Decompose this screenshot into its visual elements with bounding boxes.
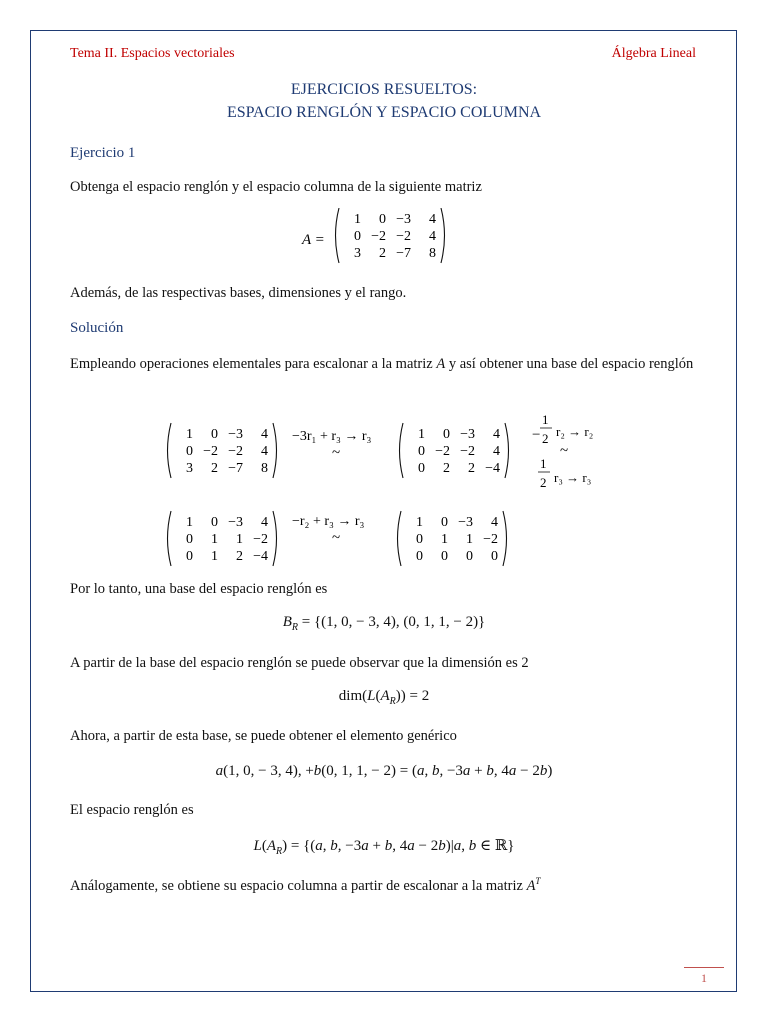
step3-operation: −r₂ + r₃ → r₃: [292, 514, 365, 529]
matrix-entry: 1: [211, 549, 218, 564]
matrix-entry: 4: [261, 515, 268, 530]
matrix-entry: 0: [186, 444, 193, 459]
matrix-entry: −7: [228, 461, 243, 476]
matrix-entry: 4: [493, 444, 500, 459]
matrix-entry: −4: [253, 549, 268, 564]
matrix-entry: 8: [429, 246, 436, 261]
matrix-entry: 2: [211, 461, 218, 476]
matrix-entry: 0: [416, 532, 423, 547]
frac-a-num: 1: [542, 412, 549, 427]
matrix-entry: 4: [261, 427, 268, 442]
matrix-entry: −3: [396, 212, 411, 227]
matrix-entry: 0: [416, 549, 423, 564]
matrix-entry: −2: [371, 229, 386, 244]
matrix-step1-result: [400, 423, 509, 478]
matrix-entry: 1: [441, 532, 448, 547]
matrix-entry: 0: [211, 515, 218, 530]
right-bracket: [273, 511, 277, 566]
basis-equation: $B_R = \{(1$, 0, − 3, 4), (0, 1, 1, − 2)}: [282, 614, 486, 633]
matrix-step1-start: [168, 423, 277, 478]
matrix-entry: 1: [186, 515, 193, 530]
space-intro: El espacio renglón es: [70, 802, 194, 818]
column-intro: Análogamente, se obtiene su espacio columna a partir de escalonar a la matriz $A^T$: [70, 876, 541, 894]
step1-operation: −3r₁ + r₃ → r₃: [292, 429, 372, 444]
matrix-entry: 0: [379, 212, 386, 227]
header-right: Álgebra Lineal: [611, 46, 696, 61]
page-number-rule: [684, 967, 724, 968]
matrix-entry: 4: [493, 427, 500, 442]
matrix-entry: 3: [354, 246, 361, 261]
solution-intro: Empleando operaciones elementales para escalonar a la matriz A y así obtener una base del espacio renglón: [70, 356, 694, 372]
right-bracket: [505, 423, 509, 478]
left-bracket: [398, 511, 402, 566]
matrix-entry: 1: [354, 212, 361, 227]
matrix-step3-start: [168, 511, 277, 566]
matrix-entry: −2: [228, 444, 243, 459]
matrix-entry: 0: [441, 549, 448, 564]
matrix-entry: 0: [441, 515, 448, 530]
matrix-entry: −3: [460, 427, 475, 442]
frac-a-den: 2: [542, 431, 549, 446]
matrix-entry: −2: [253, 532, 268, 547]
matrix-entry: −7: [396, 246, 411, 261]
matrix-entry: −3: [228, 427, 243, 442]
step2-operation-a: r₂ → r₂: [556, 424, 594, 439]
matrix-entry: 1: [211, 532, 218, 547]
left-bracket: [400, 423, 404, 478]
page-number: 1: [701, 971, 707, 985]
matrix-entry: 1: [418, 427, 425, 442]
matrix-entry: 3: [186, 461, 193, 476]
matrix-entry: 0: [443, 427, 450, 442]
dimension-intro: A partir de la base del espacio renglón se puede observar que la dimensión es 2: [70, 655, 529, 671]
step2-operation-b: r₃ → r₃: [554, 470, 592, 485]
step2-minus: −: [532, 427, 541, 443]
matrix-entry: 2: [236, 549, 243, 564]
matrix-step3-result: [398, 511, 507, 566]
row-reduction-1: [160, 405, 620, 500]
matrix-entry: −2: [203, 444, 218, 459]
matrix-entry: 0: [418, 444, 425, 459]
matrix-entry: −3: [458, 515, 473, 530]
matrix-a: [336, 208, 445, 263]
matrix-entry: −2: [483, 532, 498, 547]
frac-b-den: 2: [540, 475, 547, 490]
right-bracket: [273, 423, 277, 478]
matrix-entry: 1: [466, 532, 473, 547]
row-reduction-2: [160, 505, 540, 570]
matrix-entry: 0: [491, 549, 498, 564]
left-bracket: [336, 208, 340, 263]
matrix-entry: 0: [186, 549, 193, 564]
matrix-entry: −3: [228, 515, 243, 530]
header-left: Tema II. Espacios vectoriales: [70, 46, 235, 61]
solution-heading: Solución: [70, 320, 124, 336]
matrix-entry: 0: [186, 532, 193, 547]
basis-intro: Por lo tanto, una base del espacio renglón es: [70, 581, 328, 597]
right-bracket: [503, 511, 507, 566]
title-line-1: EJERCICIOS RESUELTOS:: [290, 81, 478, 98]
right-bracket: [441, 208, 445, 263]
matrix-a-equation: [290, 208, 480, 268]
matrix-entry: 1: [236, 532, 243, 547]
matrix-entry: −2: [435, 444, 450, 459]
tilde-2: ~: [560, 443, 569, 459]
matrix-entry: −2: [460, 444, 475, 459]
matrix-entry: 4: [261, 444, 268, 459]
matrix-entry: 2: [468, 461, 475, 476]
matrix-entry: −4: [485, 461, 500, 476]
matrix-entry: 0: [418, 461, 425, 476]
title-line-2: ESPACIO RENGLÓN Y ESPACIO COLUMNA: [226, 104, 542, 121]
left-bracket: [168, 423, 172, 478]
matrix-entry: 8: [261, 461, 268, 476]
matrix-entry: 4: [491, 515, 498, 530]
matrix-entry: 4: [429, 229, 436, 244]
matrix-entry: 4: [429, 212, 436, 227]
generic-intro: Ahora, a partir de esta base, se puede obtener el elemento genérico: [70, 728, 457, 744]
exercise-statement: Obtenga el espacio renglón y el espacio columna de la siguiente matriz: [70, 179, 482, 195]
matrix-entry: 0: [354, 229, 361, 244]
matrix-a-label: A =: [302, 232, 325, 248]
matrix-entry: 1: [416, 515, 423, 530]
frac-b-num: 1: [540, 456, 547, 471]
matrix-entry: −2: [396, 229, 411, 244]
exercise-heading: Ejercicio 1: [70, 145, 136, 161]
generic-equation: a(1, 0, − 3, 4), +b(0, 1, 1, − 2) = (a, b, −3a + b, 4a − 2b): [215, 763, 553, 779]
space-equation: $L(A_R) = \{(a$, b, −3a + b, 4a − 2b)|a, b ∈ ℝ}: [253, 838, 515, 857]
matrix-entry: 2: [379, 246, 386, 261]
matrix-entry: 0: [211, 427, 218, 442]
matrix-entry: 0: [466, 549, 473, 564]
tilde-3: ~: [332, 530, 341, 546]
dimension-equation: $dim(L(A_R)) = 2$: [338, 688, 430, 707]
matrix-entry: 1: [186, 427, 193, 442]
left-bracket: [168, 511, 172, 566]
matrix-entry: 2: [443, 461, 450, 476]
tilde-1: ~: [332, 445, 341, 461]
exercise-follow: Además, de las respectivas bases, dimensiones y el rango.: [70, 285, 407, 301]
